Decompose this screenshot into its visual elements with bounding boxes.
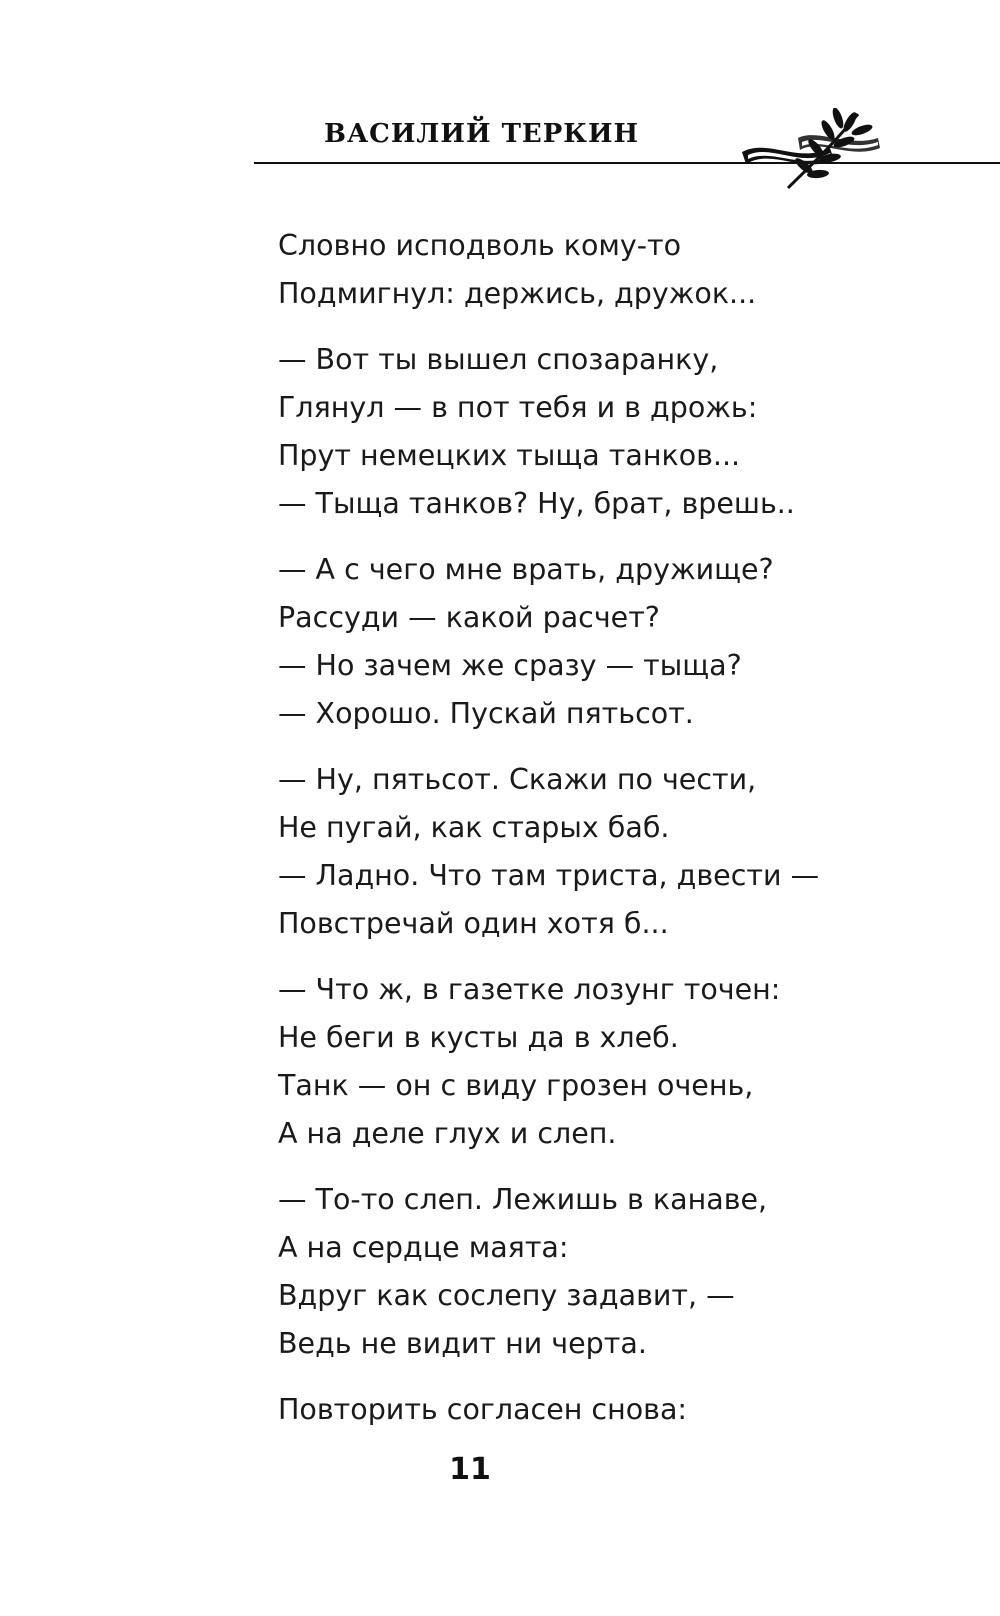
poem-line: Повстречай один хотя б... [278,907,669,940]
poem-line: Прут немецких тыща танков... [278,439,741,472]
page-number: 11 [449,1452,491,1487]
header-rule [254,162,1000,164]
laurel-ribbon-icon [738,108,888,196]
stanza [278,546,978,738]
stanza [278,222,978,318]
poem-line: Рассуди — какой расчет? [278,601,660,634]
poem-line: Ведь не видит ни черта. [278,1327,647,1360]
poem-line: — Ну, пятьсот. Скажи по чести, [278,763,757,796]
stanza [278,966,978,1158]
poem-line: А на сердце маята: [278,1231,569,1264]
stanza [278,756,978,948]
poem-line: Не пугай, как старых баб. [278,811,670,844]
poem-line: — То-то слеп. Лежишь в канаве, [278,1183,768,1216]
poem-line: — Вот ты вышел спозаранку, [278,343,719,376]
stanza [278,336,978,528]
poem-line: — Что ж, в газетке лозунг точен: [278,973,781,1006]
page-header [0,0,1000,200]
poem-text [278,222,978,1452]
poem-line: А на деле глух и слеп. [278,1117,617,1150]
poem-line: Не беги в кусты да в хлеб. [278,1021,679,1054]
poem-line: Глянул — в пот тебя и в дрожь: [278,391,758,424]
poem-line: — Хорошо. Пускай пятьсот. [278,697,694,730]
poem-line: — Тыща танков? Ну, брат, врешь.. [278,487,795,520]
poem-line: Подмигнул: держись, дружок... [278,277,757,310]
stanza [278,1176,978,1368]
running-title: ВАСИЛИЙ ТЕРКИН [324,119,640,149]
poem-line: Повторить согласен снова: [278,1393,688,1426]
poem-line: Танк — он с виду грозен очень, [278,1069,754,1102]
stanza [278,1386,978,1434]
poem-line: — Но зачем же сразу — тыща? [278,649,742,682]
poem-line: — Ладно. Что там триста, двести — [278,859,820,892]
poem-line: — А с чего мне врать, дружище? [278,553,774,586]
poem-line: Вдруг как сослепу задавит, — [278,1279,735,1312]
poem-line: Словно исподволь кому-то [278,229,682,262]
